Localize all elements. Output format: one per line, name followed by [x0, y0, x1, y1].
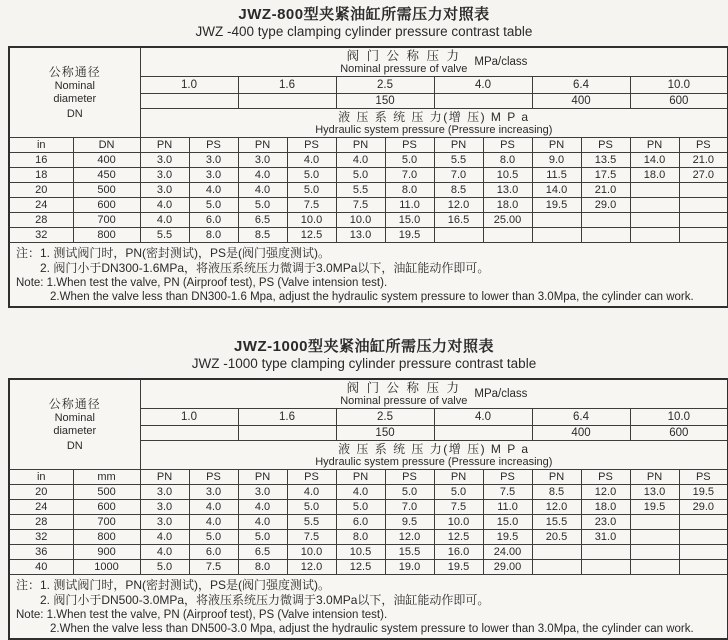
pn-header-cell: PN — [434, 470, 483, 485]
pressure-value-cell: 15.5 — [532, 515, 581, 530]
pressure-value-cell: 8.0 — [336, 530, 385, 545]
hydraulic-label-zh: 液 压 系 统 压 力(增 压) M P a — [338, 109, 530, 124]
ps-header-cell: PS — [189, 138, 238, 153]
pressure-value-cell: 19.5 — [532, 198, 581, 213]
size-in-cell: 28 — [9, 515, 73, 530]
pressure-value-cell: 8.5 — [238, 228, 287, 243]
size-dn-cell: 800 — [73, 228, 140, 243]
pressure-value-cell: 29.0 — [679, 500, 728, 515]
hydraulic-pressure-header — [140, 109, 728, 138]
pressure-value-cell: 8.0 — [238, 560, 287, 575]
pressure-class-cell: 4.0 — [434, 409, 532, 426]
class-rating-cell: 400 — [532, 94, 630, 109]
valve-pressure-unit: MPa/class — [474, 56, 528, 68]
class-rating-cell — [140, 426, 238, 441]
hydraulic-label-en: Hydraulic system pressure (Pressure increasing) — [315, 123, 553, 136]
pressure-value-cell: 13.0 — [630, 485, 679, 500]
valve-pressure-header-content — [141, 381, 728, 408]
pressure-value-cell — [483, 228, 532, 243]
valve-pressure-label-zh: 阀 门 公 称 压 力 — [346, 48, 461, 63]
pressure-value-cell: 11.5 — [532, 168, 581, 183]
pressure-value-cell: 11.0 — [483, 500, 532, 515]
pressure-value-cell: 4.0 — [238, 183, 287, 198]
hydraulic-label-zh: 液 压 系 统 压 力(增 压) M P a — [338, 441, 530, 456]
notes-block — [9, 575, 728, 640]
pn-header-cell: PN — [434, 138, 483, 153]
table-row — [9, 500, 728, 515]
pressure-value-cell: 19.5 — [679, 485, 728, 500]
pressure-value-cell: 3.0 — [140, 500, 189, 515]
pn-header-cell: PN — [336, 138, 385, 153]
pressure-value-cell — [679, 228, 728, 243]
ps-header-cell: PS — [189, 470, 238, 485]
pressure-value-cell: 10.0 — [287, 545, 336, 560]
valve-pressure-label-zh: 阀 门 公 称 压 力 — [346, 380, 461, 395]
pressure-value-cell: 5.0 — [385, 153, 434, 168]
class-rating-cell — [238, 94, 336, 109]
diameter-label-zh: 公称通径 — [48, 396, 101, 411]
pressure-value-cell: 24.00 — [483, 545, 532, 560]
class-rating-cell — [434, 94, 532, 109]
pressure-value-cell: 19.5 — [630, 500, 679, 515]
ps-header-cell: PS — [483, 470, 532, 485]
ps-header-cell: PS — [483, 138, 532, 153]
diameter-header-cell — [9, 379, 140, 470]
pn-header-cell: PN — [336, 470, 385, 485]
pressure-value-cell — [679, 515, 728, 530]
size-in-cell: 24 — [9, 198, 73, 213]
pressure-value-cell: 3.0 — [238, 153, 287, 168]
class-rating-cell: 600 — [630, 94, 728, 109]
size-dn-cell: 500 — [73, 485, 140, 500]
unit-header-dn: DN — [73, 138, 140, 153]
pressure-class-cell: 1.6 — [238, 409, 336, 426]
class-rating-cell — [238, 426, 336, 441]
pressure-value-cell: 18.0 — [483, 198, 532, 213]
pressure-value-cell: 4.0 — [140, 545, 189, 560]
unit-header-in: in — [9, 138, 73, 153]
note-line-zh-1: 注：1. 测试阀门时，PN(密封测试)，PS是(阀门强度测试)。 — [16, 578, 331, 592]
class-rating-cell: 400 — [532, 426, 630, 441]
table-title-zh: JWZ-800型夹紧油缸所需压力对照表 — [238, 6, 490, 23]
pressure-value-cell — [630, 213, 679, 228]
pressure-value-cell — [532, 213, 581, 228]
pressure-value-cell — [630, 560, 679, 575]
pressure-value-cell: 15.0 — [385, 213, 434, 228]
pressure-value-cell: 4.0 — [238, 500, 287, 515]
pressure-value-cell: 17.5 — [581, 168, 630, 183]
size-dn-cell: 450 — [73, 168, 140, 183]
table-title-en: JWZ -1000 type clamping cylinder pressure contrast table — [191, 356, 537, 371]
unit-header-dn: mm — [73, 470, 140, 485]
pressure-value-cell: 13.0 — [336, 228, 385, 243]
size-dn-cell: 800 — [73, 530, 140, 545]
size-dn-cell: 1000 — [73, 560, 140, 575]
pressure-value-cell: 27.0 — [679, 168, 728, 183]
pressure-value-cell: 10.0 — [434, 515, 483, 530]
pressure-value-cell: 5.5 — [287, 515, 336, 530]
pressure-value-cell: 3.0 — [140, 153, 189, 168]
ps-header-cell: PS — [679, 138, 728, 153]
pressure-value-cell: 7.5 — [287, 198, 336, 213]
pressure-table — [8, 46, 728, 308]
pressure-value-cell: 10.5 — [336, 545, 385, 560]
pressure-value-cell: 14.0 — [532, 183, 581, 198]
pressure-value-cell: 5.5 — [336, 183, 385, 198]
pressure-value-cell: 16.0 — [434, 545, 483, 560]
pressure-class-cell: 2.5 — [336, 77, 434, 94]
pressure-value-cell: 6.5 — [238, 213, 287, 228]
table-row — [9, 515, 728, 530]
pressure-value-cell: 3.0 — [140, 168, 189, 183]
pressure-value-cell: 19.5 — [483, 530, 532, 545]
table-row — [9, 485, 728, 500]
diameter-label-zh: 公称通径 — [48, 64, 101, 79]
pressure-value-cell: 21.0 — [679, 153, 728, 168]
pressure-value-cell — [630, 183, 679, 198]
pressure-value-cell: 4.0 — [189, 500, 238, 515]
diameter-label-en: Nominal — [54, 411, 95, 424]
pressure-value-cell: 5.0 — [336, 500, 385, 515]
pressure-value-cell: 3.0 — [189, 153, 238, 168]
pn-header-cell: PN — [532, 470, 581, 485]
pressure-value-cell: 21.0 — [581, 183, 630, 198]
pressure-value-cell: 4.0 — [140, 530, 189, 545]
pressure-value-cell: 3.0 — [189, 168, 238, 183]
pressure-value-cell: 3.0 — [140, 515, 189, 530]
pressure-value-cell: 5.0 — [287, 183, 336, 198]
pressure-value-cell: 15.5 — [385, 545, 434, 560]
pressure-value-cell: 8.0 — [385, 183, 434, 198]
size-dn-cell: 600 — [73, 500, 140, 515]
pressure-value-cell: 12.0 — [532, 500, 581, 515]
pressure-value-cell: 20.5 — [532, 530, 581, 545]
size-dn-cell: 600 — [73, 198, 140, 213]
note-line-zh-1: 注：1. 测试阀门时，PN(密封测试)，PS是(阀门强度测试)。 — [16, 246, 331, 260]
ps-header-cell: PS — [385, 138, 434, 153]
pressure-class-cell: 1.0 — [140, 409, 238, 426]
pressure-value-cell: 4.0 — [287, 485, 336, 500]
ps-header-cell: PS — [679, 470, 728, 485]
pn-header-cell: PN — [140, 470, 189, 485]
pressure-value-cell: 12.0 — [434, 198, 483, 213]
table-row — [9, 168, 728, 183]
pressure-value-cell: 15.0 — [483, 515, 532, 530]
note-line-en-1: Note: 1.When test the valve, PN (Airproof test), PS (Valve intension test). — [16, 609, 388, 621]
class-rating-cell: 600 — [630, 426, 728, 441]
pressure-value-cell: 8.0 — [483, 153, 532, 168]
table-section — [0, 6, 728, 308]
hydraulic-label-en: Hydraulic system pressure (Pressure increasing) — [315, 455, 553, 468]
pressure-value-cell: 19.0 — [385, 560, 434, 575]
valve-pressure-header — [140, 47, 728, 77]
ps-header-cell: PS — [287, 138, 336, 153]
pressure-value-cell: 23.0 — [581, 515, 630, 530]
pressure-value-cell: 3.0 — [140, 183, 189, 198]
pressure-value-cell: 10.5 — [483, 168, 532, 183]
diameter-label-en: diameter — [53, 92, 97, 105]
size-dn-cell: 500 — [73, 183, 140, 198]
pressure-value-cell — [630, 198, 679, 213]
pressure-value-cell: 6.0 — [189, 213, 238, 228]
pressure-table — [8, 378, 728, 640]
pressure-value-cell: 8.0 — [189, 228, 238, 243]
pressure-value-cell: 10.0 — [287, 213, 336, 228]
pressure-value-cell: 6.0 — [336, 515, 385, 530]
pressure-value-cell — [630, 530, 679, 545]
valve-pressure-header-content — [141, 49, 728, 76]
pressure-class-cell: 1.6 — [238, 77, 336, 94]
valve-pressure-header — [140, 379, 728, 409]
pressure-value-cell: 4.0 — [140, 213, 189, 228]
pressure-value-cell: 14.0 — [630, 153, 679, 168]
pressure-value-cell: 5.0 — [434, 485, 483, 500]
pressure-value-cell: 5.0 — [140, 560, 189, 575]
pressure-value-cell: 12.5 — [287, 228, 336, 243]
pressure-value-cell: 12.5 — [434, 530, 483, 545]
pressure-value-cell: 29.0 — [581, 198, 630, 213]
diameter-label-en: Nominal — [54, 79, 95, 92]
class-rating-cell: 150 — [336, 426, 434, 441]
pn-header-cell: PN — [532, 138, 581, 153]
hydraulic-pressure-header — [140, 441, 728, 470]
size-in-cell: 24 — [9, 500, 73, 515]
size-in-cell: 32 — [9, 228, 73, 243]
size-dn-cell: 700 — [73, 213, 140, 228]
pressure-value-cell: 12.0 — [385, 530, 434, 545]
pressure-value-cell: 18.0 — [581, 500, 630, 515]
table-section — [0, 338, 728, 640]
table-row — [9, 183, 728, 198]
note-line-zh-2: 2. 阀门小于DN500-3.0MPa，将液压系统压力微调于3.0MPa以下，油缸能动作即可。 — [40, 593, 490, 607]
pressure-value-cell: 4.0 — [189, 515, 238, 530]
pressure-value-cell: 4.0 — [238, 168, 287, 183]
pressure-class-cell: 10.0 — [630, 409, 728, 426]
diameter-header-cell — [9, 47, 140, 138]
ps-header-cell: PS — [581, 470, 630, 485]
pressure-value-cell: 6.0 — [189, 545, 238, 560]
pressure-value-cell — [532, 545, 581, 560]
pressure-value-cell: 6.5 — [238, 545, 287, 560]
pressure-value-cell: 7.5 — [483, 485, 532, 500]
size-in-cell: 16 — [9, 153, 73, 168]
pressure-value-cell: 5.0 — [189, 530, 238, 545]
valve-pressure-labels — [340, 49, 467, 76]
pressure-value-cell: 12.0 — [581, 485, 630, 500]
pressure-value-cell: 13.0 — [483, 183, 532, 198]
pressure-value-cell: 5.0 — [287, 168, 336, 183]
size-dn-cell: 700 — [73, 515, 140, 530]
pn-header-cell: PN — [630, 138, 679, 153]
pressure-value-cell: 7.5 — [434, 500, 483, 515]
pressure-value-cell: 4.0 — [336, 153, 385, 168]
size-in-cell: 32 — [9, 530, 73, 545]
table-title-en: JWZ -400 type clamping cylinder pressure contrast table — [195, 24, 533, 39]
size-in-cell: 28 — [9, 213, 73, 228]
note-line-en-2: 2.When the valve less than DN300-1.6 Mpa, adjust the hydraulic system pressure to lower than 3.0Mpa, the cylinder can work. — [50, 291, 694, 303]
pressure-value-cell: 5.5 — [434, 153, 483, 168]
class-rating-cell — [434, 426, 532, 441]
pressure-value-cell: 7.5 — [336, 198, 385, 213]
pressure-value-cell: 5.0 — [385, 485, 434, 500]
pressure-value-cell: 8.5 — [532, 485, 581, 500]
pressure-value-cell — [581, 545, 630, 560]
pressure-value-cell — [630, 228, 679, 243]
pressure-value-cell: 25.00 — [483, 213, 532, 228]
pressure-value-cell: 19.5 — [434, 560, 483, 575]
pressure-value-cell — [679, 545, 728, 560]
pressure-value-cell: 7.0 — [385, 500, 434, 515]
pressure-value-cell: 5.5 — [140, 228, 189, 243]
valve-pressure-label-en: Nominal pressure of valve — [340, 394, 468, 407]
table-row — [9, 530, 728, 545]
class-rating-cell — [140, 94, 238, 109]
pressure-value-cell: 9.5 — [385, 515, 434, 530]
pressure-value-cell: 19.5 — [385, 228, 434, 243]
pressure-value-cell: 5.0 — [336, 168, 385, 183]
size-in-cell: 20 — [9, 485, 73, 500]
pressure-value-cell — [581, 228, 630, 243]
valve-pressure-unit: MPa/class — [474, 388, 528, 400]
pressure-class-cell: 10.0 — [630, 77, 728, 94]
class-rating-cell: 150 — [336, 94, 434, 109]
pressure-class-cell: 1.0 — [140, 77, 238, 94]
pressure-value-cell: 29.00 — [483, 560, 532, 575]
pressure-value-cell: 11.0 — [385, 198, 434, 213]
size-in-cell: 36 — [9, 545, 73, 560]
pressure-value-cell — [679, 198, 728, 213]
pressure-value-cell: 9.0 — [532, 153, 581, 168]
pressure-value-cell: 7.5 — [287, 530, 336, 545]
notes-block — [9, 243, 728, 308]
pressure-value-cell: 3.0 — [140, 485, 189, 500]
pressure-value-cell: 5.0 — [238, 530, 287, 545]
size-dn-cell: 900 — [73, 545, 140, 560]
pressure-class-cell: 6.4 — [532, 409, 630, 426]
pn-header-cell: PN — [238, 138, 287, 153]
pressure-value-cell: 5.0 — [287, 500, 336, 515]
ps-header-cell: PS — [581, 138, 630, 153]
pressure-value-cell: 4.0 — [287, 153, 336, 168]
ps-header-cell: PS — [385, 470, 434, 485]
pressure-value-cell — [434, 228, 483, 243]
diameter-label-en: diameter — [53, 424, 97, 437]
pressure-value-cell: 7.5 — [189, 560, 238, 575]
pressure-value-cell: 4.0 — [238, 515, 287, 530]
pressure-value-cell: 31.0 — [581, 530, 630, 545]
unit-header-in: in — [9, 470, 73, 485]
note-line-zh-2: 2. 阀门小于DN300-1.6MPa，将液压系统压力微调于3.0MPa以下，油缸能动作即可。 — [40, 261, 490, 275]
pn-header-cell: PN — [140, 138, 189, 153]
table-row — [9, 153, 728, 168]
size-in-cell: 20 — [9, 183, 73, 198]
pressure-class-cell: 4.0 — [434, 77, 532, 94]
pressure-value-cell — [630, 545, 679, 560]
note-line-en-1: Note: 1.When test the valve, PN (Airproof test), PS (Valve intension test). — [16, 277, 388, 289]
pressure-value-cell: 3.0 — [238, 485, 287, 500]
pressure-value-cell: 10.0 — [336, 213, 385, 228]
pn-header-cell: PN — [630, 470, 679, 485]
diameter-label-dn: DN — [66, 107, 83, 120]
pn-header-cell: PN — [238, 470, 287, 485]
pressure-value-cell: 8.5 — [434, 183, 483, 198]
pressure-value-cell: 5.0 — [189, 198, 238, 213]
pressure-value-cell — [532, 560, 581, 575]
pressure-value-cell: 7.0 — [434, 168, 483, 183]
pressure-value-cell: 12.5 — [336, 560, 385, 575]
table-row — [9, 213, 728, 228]
pressure-value-cell: 4.0 — [189, 183, 238, 198]
table-row — [9, 545, 728, 560]
table-row — [9, 560, 728, 575]
pressure-value-cell — [679, 560, 728, 575]
pressure-value-cell — [679, 183, 728, 198]
note-line-en-2: 2.When the valve less than DN500-3.0 Mpa, adjust the hydraulic system pressure to lower than 3.0Mpa, the cylinder can work. — [50, 623, 694, 635]
pressure-value-cell: 3.0 — [189, 485, 238, 500]
pressure-value-cell: 5.0 — [238, 198, 287, 213]
pressure-value-cell: 7.0 — [385, 168, 434, 183]
pressure-value-cell: 16.5 — [434, 213, 483, 228]
valve-pressure-label-en: Nominal pressure of valve — [340, 62, 468, 75]
size-in-cell: 18 — [9, 168, 73, 183]
valve-pressure-labels — [340, 381, 467, 408]
pressure-value-cell — [630, 515, 679, 530]
pressure-value-cell — [581, 560, 630, 575]
pressure-value-cell — [532, 228, 581, 243]
pressure-value-cell: 4.0 — [336, 485, 385, 500]
size-dn-cell: 400 — [73, 153, 140, 168]
ps-header-cell: PS — [287, 470, 336, 485]
pressure-class-cell: 2.5 — [336, 409, 434, 426]
pressure-value-cell — [679, 213, 728, 228]
table-row — [9, 228, 728, 243]
pressure-value-cell: 18.0 — [630, 168, 679, 183]
pressure-value-cell: 12.0 — [287, 560, 336, 575]
diameter-label-dn: DN — [66, 439, 83, 452]
pressure-value-cell: 4.0 — [140, 198, 189, 213]
size-in-cell: 40 — [9, 560, 73, 575]
table-title-zh: JWZ-1000型夹紧油缸所需压力对照表 — [233, 338, 495, 355]
pressure-value-cell — [581, 213, 630, 228]
pressure-value-cell: 13.5 — [581, 153, 630, 168]
pressure-class-cell: 6.4 — [532, 77, 630, 94]
table-row — [9, 198, 728, 213]
pressure-value-cell — [679, 530, 728, 545]
